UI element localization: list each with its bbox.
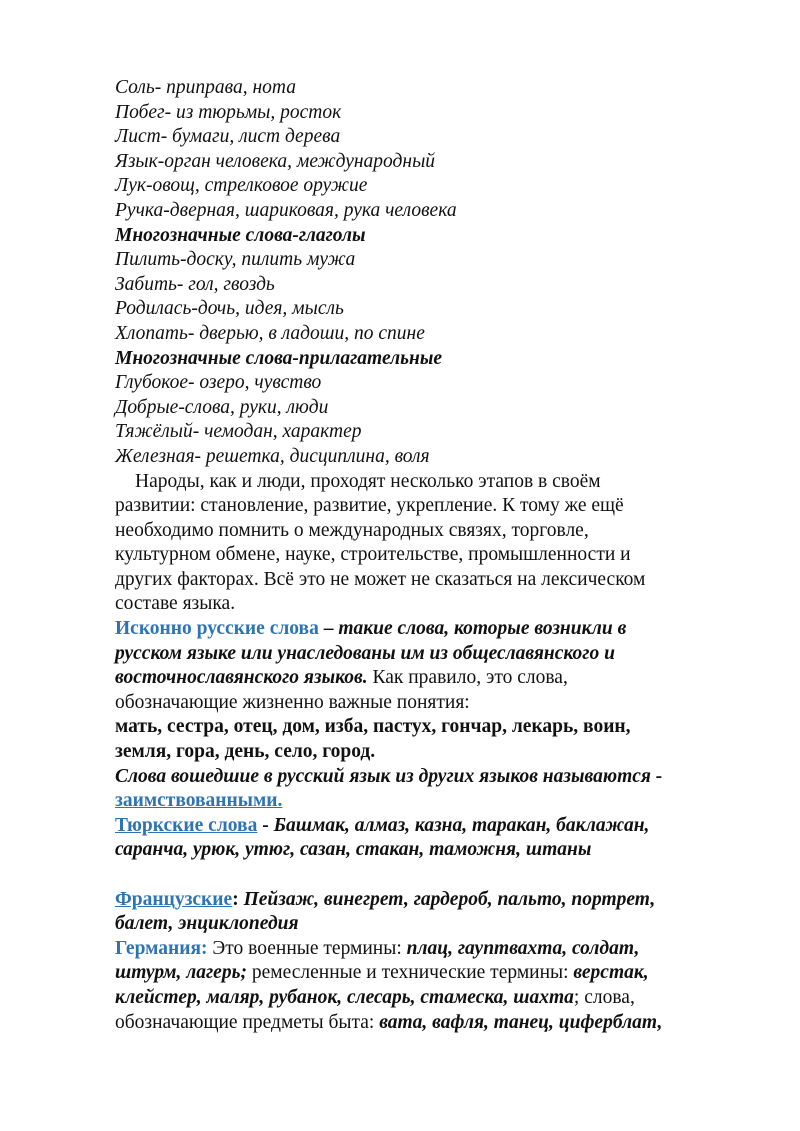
- list-item: Забить- гол, гвоздь: [115, 273, 275, 295]
- native-words-term: Исконно русские слова: [115, 618, 319, 640]
- list-item: Ручка-дверная, шариковая, рука человека: [115, 199, 457, 221]
- borrowed-words-section: [115, 765, 735, 814]
- list-item: Лист- бумаги, лист дерева: [115, 126, 341, 148]
- paragraph-line: необходимо помнить о международных связях, торговле,: [115, 519, 589, 541]
- native-definition: русском языке или унаследованы им из общеславянского и: [115, 642, 615, 664]
- list-item: Родилась-дочь, идея, мысль: [115, 298, 344, 320]
- native-examples: земля, гора, день, село, город.: [115, 741, 376, 763]
- french-words-link[interactable]: Французские: [115, 888, 233, 910]
- french-words: балет, энциклопедия: [115, 913, 299, 935]
- blank-line: [115, 863, 735, 888]
- french-words: Пейзаж, винегрет, гардероб, пальто, портрет,: [238, 888, 656, 910]
- paragraph-line: других факторах. Всё это не может не сказаться на лексическом: [115, 568, 646, 590]
- polysemy-verbs-list: [115, 248, 735, 346]
- list-item: Соль- приправа, нота: [115, 77, 296, 98]
- list-item: Язык-орган человека, международный: [115, 150, 436, 172]
- turkic-words-link[interactable]: Тюркские слова: [115, 814, 258, 836]
- list-item: Лук-овощ, стрелковое оружие: [115, 175, 368, 197]
- native-examples: мать, сестра, отец, дом, изба, пастух, гончар, лекарь, воин,: [115, 716, 631, 738]
- borrowed-term-link[interactable]: заимствованными.: [115, 790, 283, 812]
- adjectives-heading: Многозначные слова-прилагательные: [115, 347, 443, 369]
- document-page: [115, 76, 735, 1035]
- polysemy-nouns-list: [115, 76, 735, 224]
- term-dash: –: [318, 618, 339, 640]
- native-definition: такие слова, которые возникли в: [338, 618, 627, 640]
- polysemy-adjectives-list: [115, 371, 735, 469]
- paragraph-line: Народы, как и люди, проходят несколько этапов в своём: [135, 470, 601, 492]
- paragraph-line: культурном обмене, науке, строительстве, промышленности и: [115, 544, 631, 566]
- native-note: Как правило, это слова,: [367, 667, 568, 689]
- intro-paragraph: [115, 470, 735, 618]
- turkic-words: саранча, урюк, утюг, сазан, стакан, таможня, штаны: [115, 839, 592, 861]
- native-words-section: [115, 617, 735, 765]
- list-item: Побег- из тюрьмы, росток: [115, 101, 342, 123]
- french-words-section: [115, 888, 735, 937]
- german-words: штурм, лагерь;: [115, 962, 247, 984]
- german-text: обозначающие предметы быта:: [115, 1011, 380, 1033]
- verbs-heading: Многозначные слова-глаголы: [115, 224, 366, 246]
- german-words: вата, вафля, танец, циферблат,: [379, 1011, 663, 1033]
- turkic-words-section: [115, 814, 735, 863]
- turkic-words: Башмак, алмаз, казна, таракан, баклажан,: [273, 814, 650, 836]
- list-item: Хлопать- дверью, в ладоши, по спине: [115, 322, 425, 344]
- paragraph-line: составе языка.: [115, 593, 236, 615]
- german-words: клейстер, маляр, рубанок, слесарь, стамеска, шахта: [115, 986, 574, 1008]
- list-item: Тяжёлый- чемодан, характер: [115, 421, 362, 443]
- native-note: обозначающие жизненно важные понятия:: [115, 691, 470, 713]
- list-item: Добрые-слова, руки, люди: [115, 396, 329, 418]
- colon: :: [232, 888, 239, 910]
- german-text: Это военные термины:: [207, 937, 407, 959]
- borrowed-definition: Слова вошедшие в русский язык из других языков называются -: [115, 765, 663, 787]
- list-item: Железная- решетка, дисциплина, воля: [115, 445, 430, 467]
- german-words: верстак,: [573, 962, 649, 984]
- german-label: Германия:: [115, 937, 208, 959]
- paragraph-line: развитии: становление, развитие, укрепление. К тому же ещё: [115, 495, 624, 517]
- list-item: Глубокое- озеро, чувство: [115, 372, 322, 394]
- german-text: ; слова,: [573, 986, 635, 1008]
- german-text: ремесленные и технические термины:: [246, 962, 574, 984]
- german-words: плац, гауптвахта, солдат,: [406, 937, 640, 959]
- separator: -: [257, 814, 274, 836]
- native-definition: восточнославянского языков.: [115, 667, 368, 689]
- list-item: Пилить-доску, пилить мужа: [115, 249, 356, 271]
- german-words-section: [115, 937, 735, 1035]
